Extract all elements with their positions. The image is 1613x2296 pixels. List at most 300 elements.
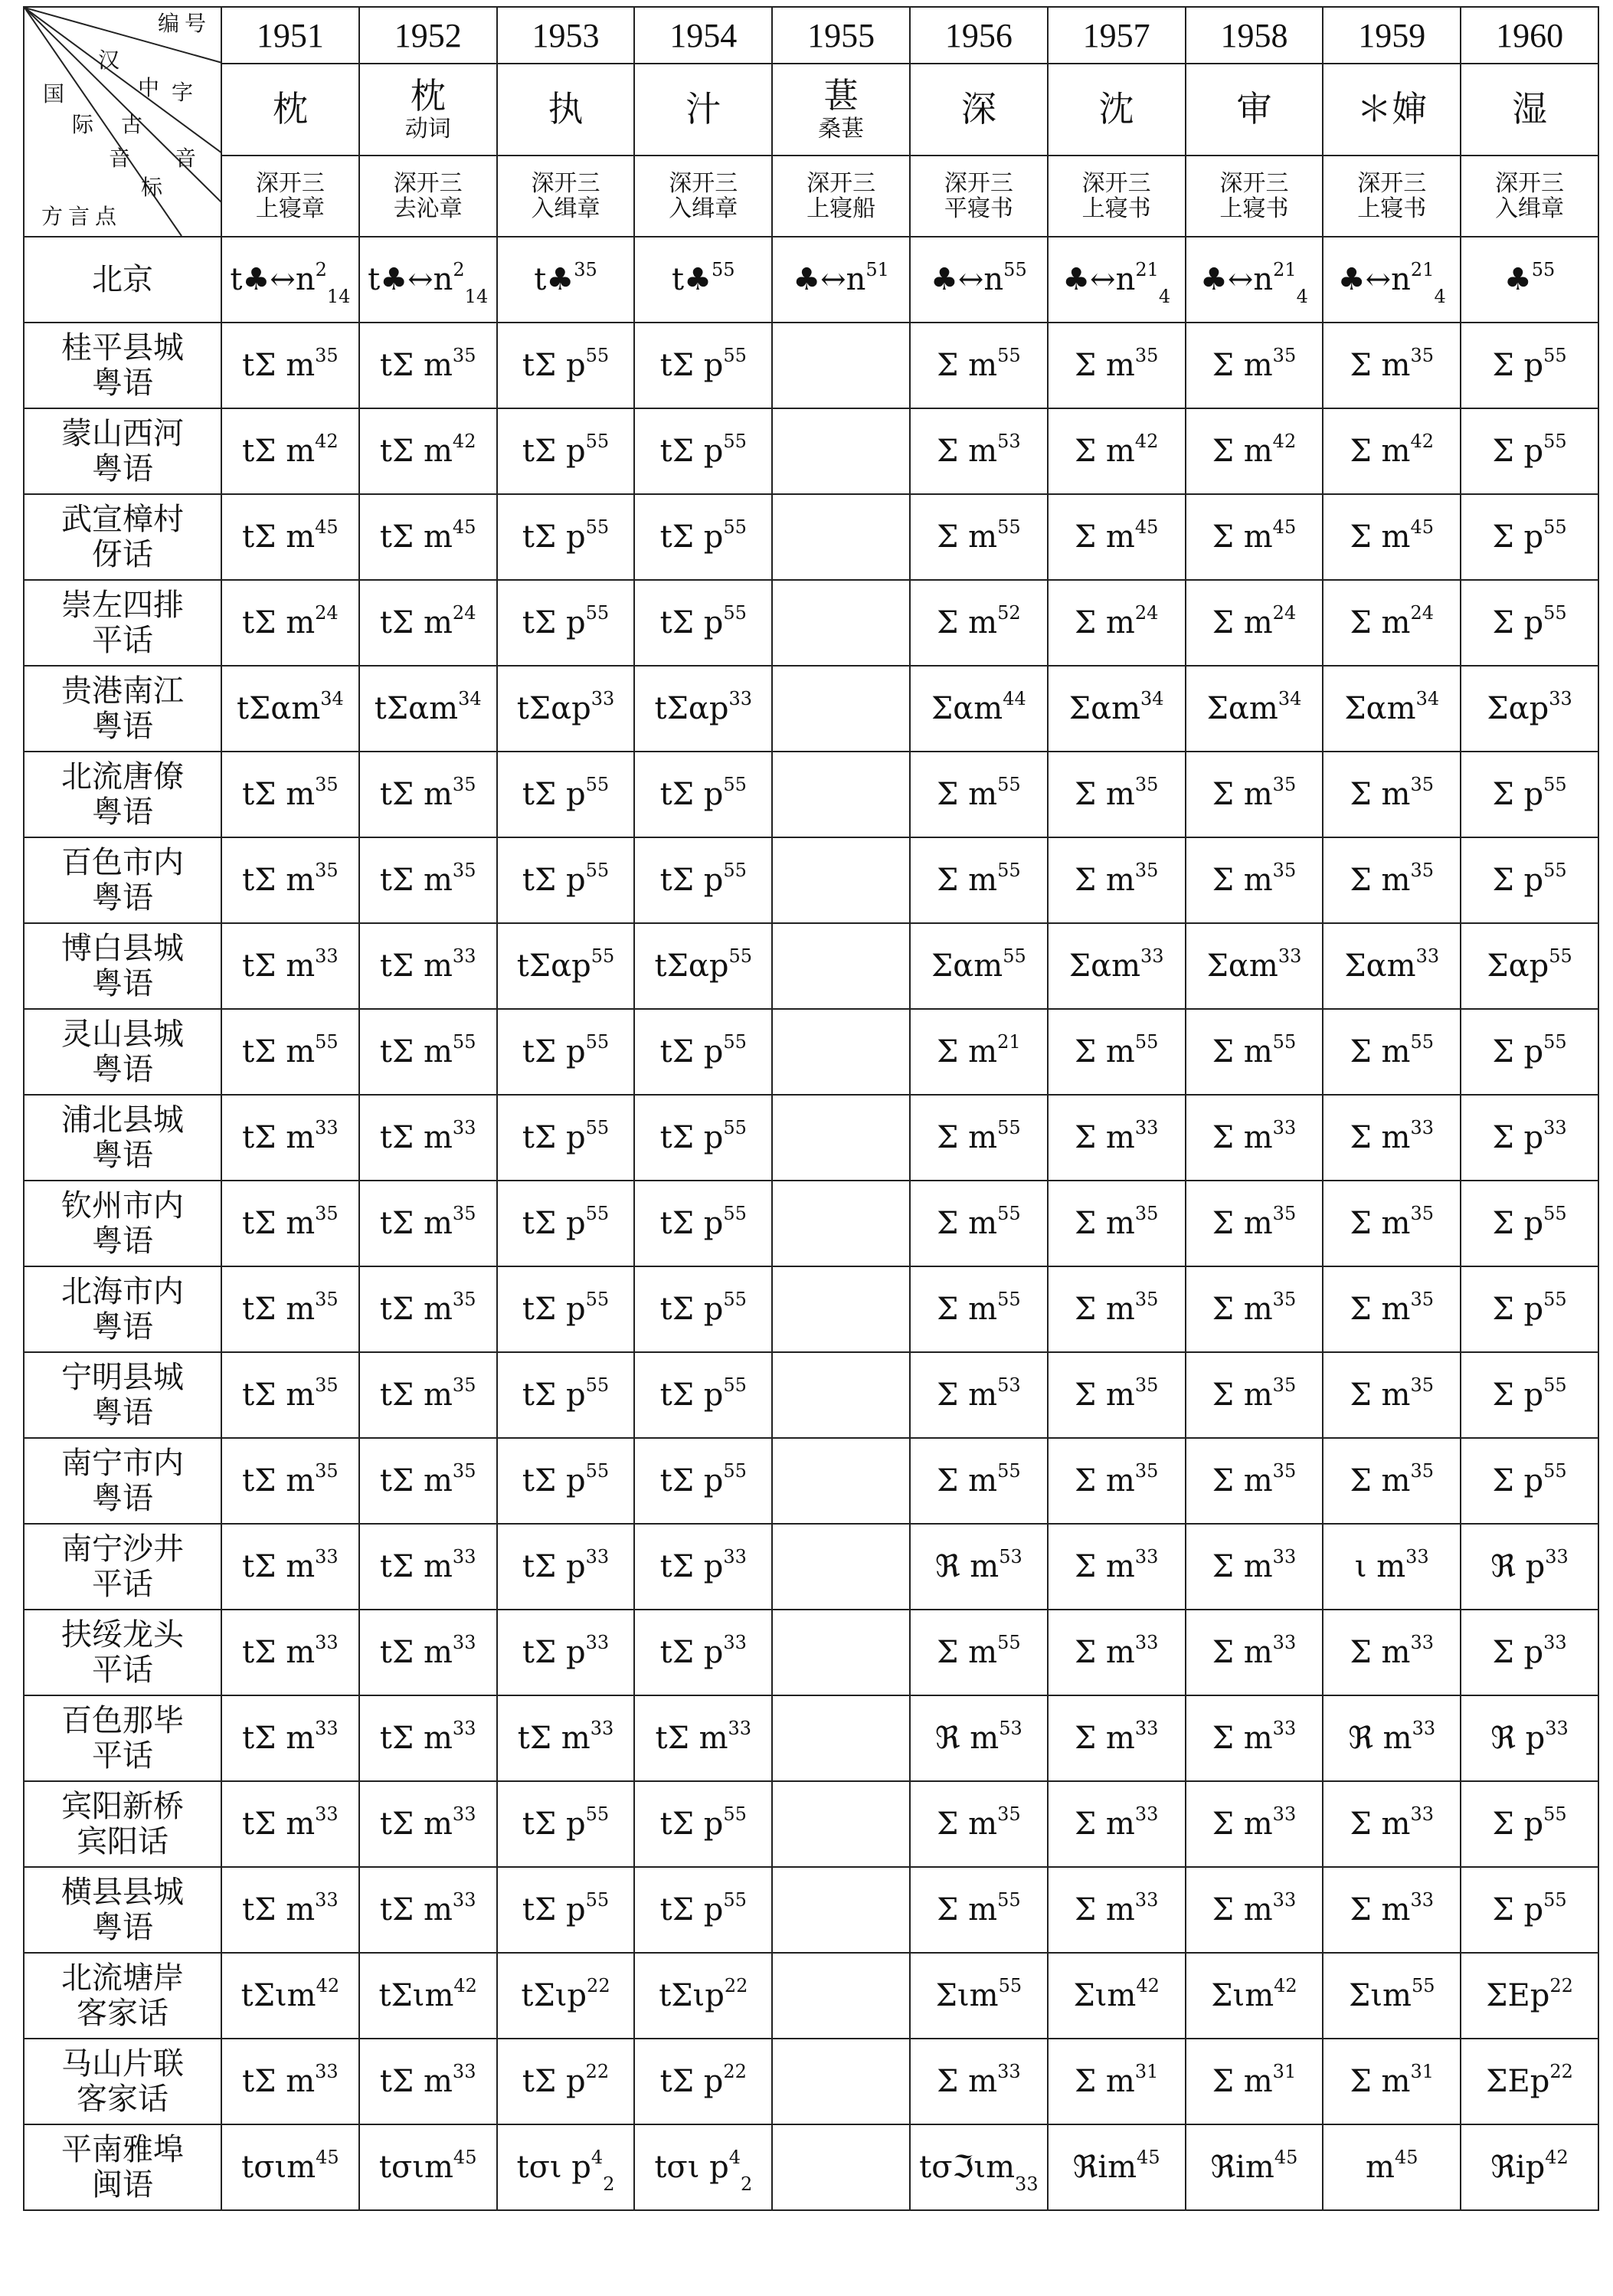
dialect-type: 客家话 bbox=[77, 2081, 168, 2116]
column-character bbox=[1323, 64, 1461, 156]
ipa-tone: 22 bbox=[1549, 2061, 1573, 2082]
ipa-base: tΣ m bbox=[379, 1377, 453, 1413]
ipa-tone: 35 bbox=[1272, 1460, 1297, 1482]
ipa-tone: 33 bbox=[315, 1117, 339, 1138]
ipa-tone: 33 bbox=[1410, 1889, 1435, 1911]
reading-cell bbox=[1048, 837, 1186, 923]
ipa-transcription bbox=[1199, 259, 1308, 307]
ipa-transcription bbox=[379, 1632, 476, 1670]
dialect-row bbox=[24, 1266, 1598, 1352]
reading-cell bbox=[1323, 923, 1461, 1009]
ipa-tone: 4 bbox=[591, 2147, 604, 2168]
ipa-tone: 24 bbox=[1134, 602, 1159, 624]
ipa-tone: 45 bbox=[315, 516, 339, 538]
reading-cell bbox=[634, 2039, 772, 2124]
ipa-base: Σ m bbox=[937, 1806, 998, 1842]
ipa-base: Σ p bbox=[1492, 1463, 1544, 1498]
reading-cell bbox=[910, 1266, 1048, 1352]
ipa-transcription bbox=[1350, 1632, 1435, 1670]
dialect-place bbox=[24, 923, 221, 1009]
ipa-base: Σ m bbox=[1350, 1120, 1411, 1155]
dialect-row bbox=[24, 1352, 1598, 1438]
ipa-tone: 33 bbox=[1272, 1803, 1297, 1825]
ipa-base: Σαm bbox=[1068, 691, 1141, 726]
ipa-transcription bbox=[654, 688, 753, 726]
reading-cell bbox=[221, 1867, 359, 1953]
ipa-tone: 35 bbox=[452, 1374, 476, 1396]
ipa-base: Σ m bbox=[937, 1120, 998, 1155]
ipa-base: Σ m bbox=[1074, 1292, 1135, 1327]
reading-cell bbox=[772, 408, 910, 494]
reading-cell bbox=[772, 1781, 910, 1867]
dialect-type: 粤语 bbox=[92, 1309, 153, 1344]
column-number: 1952 bbox=[359, 7, 497, 64]
reading-cell bbox=[497, 1181, 635, 1266]
reading-cell bbox=[634, 1524, 772, 1610]
dialect-row bbox=[24, 1695, 1598, 1781]
ipa-base: Σ m bbox=[1212, 1463, 1273, 1498]
ipa-base: ♣↔n bbox=[793, 262, 866, 297]
ipa-transcription bbox=[1074, 1203, 1159, 1241]
ipa-tone: 33 bbox=[723, 1632, 747, 1653]
ipa-transcription bbox=[1350, 431, 1435, 469]
ipa-base: Σ m bbox=[1212, 863, 1273, 898]
place-name: 武宣樟村 bbox=[61, 502, 184, 536]
reading-cell bbox=[221, 666, 359, 752]
mc-line-1: 深开三 bbox=[806, 171, 876, 196]
ipa-transcription bbox=[937, 774, 1021, 812]
ipa-tone: 55 bbox=[711, 259, 735, 280]
ipa-base: Σ p bbox=[1492, 863, 1544, 898]
reading-cell bbox=[1323, 1524, 1461, 1610]
ipa-tone: 45 bbox=[1272, 516, 1297, 538]
ipa-tone: 33 bbox=[591, 688, 615, 709]
ipa-tone: 35 bbox=[315, 1460, 339, 1482]
column-character bbox=[1186, 64, 1323, 156]
ipa-tone: 53 bbox=[999, 1546, 1022, 1567]
ipa-transcription bbox=[522, 1803, 610, 1842]
ipa-transcription bbox=[1212, 1031, 1297, 1069]
ipa-transcription bbox=[521, 1975, 610, 2013]
ipa-base: Σ m bbox=[937, 1463, 998, 1498]
reading-cell bbox=[1461, 1867, 1598, 1953]
ipa-tone: 45 bbox=[316, 2147, 339, 2168]
dialect-row bbox=[24, 837, 1598, 923]
ipa-base: Σ m bbox=[1074, 1377, 1135, 1413]
middle-chinese-category bbox=[1048, 156, 1186, 237]
ipa-base: Σ m bbox=[1350, 1377, 1411, 1413]
reading-cell bbox=[772, 323, 910, 408]
ipa-transcription bbox=[378, 2147, 477, 2185]
reading-cell bbox=[221, 1009, 359, 1095]
ipa-tone: 45 bbox=[1394, 2147, 1418, 2168]
ipa-transcription bbox=[1212, 1546, 1297, 1584]
ipa-transcription bbox=[1490, 1718, 1569, 1756]
ipa-base: Σ m bbox=[1212, 2064, 1273, 2099]
reading-cell bbox=[1323, 2124, 1461, 2210]
ipa-tone: 33 bbox=[585, 1546, 610, 1567]
place-name: 平南雅埠 bbox=[61, 2132, 184, 2167]
ipa-tone: 33 bbox=[997, 2061, 1021, 2082]
ipa-base: Σ m bbox=[1074, 1806, 1135, 1842]
reading-cell bbox=[1323, 580, 1461, 666]
ipa-base: tΣ m bbox=[655, 1721, 728, 1756]
ipa-transcription bbox=[1348, 1718, 1436, 1756]
ipa-transcription bbox=[937, 1117, 1021, 1155]
dialect-place bbox=[24, 2124, 221, 2210]
ipa-transcription bbox=[1206, 688, 1302, 726]
ipa-tone: 33 bbox=[1140, 945, 1164, 967]
reading-cell bbox=[1048, 1095, 1186, 1181]
ipa-base: Σ m bbox=[937, 1206, 998, 1241]
ipa-transcription bbox=[659, 1203, 747, 1241]
reading-cell bbox=[910, 237, 1048, 323]
reading-cell bbox=[910, 666, 1048, 752]
ipa-transcription bbox=[242, 345, 339, 383]
ipa-tone: 35 bbox=[1272, 345, 1297, 366]
ipa-tone: 35 bbox=[315, 860, 339, 881]
ipa-transcription bbox=[937, 431, 1021, 469]
reading-cell bbox=[1461, 1352, 1598, 1438]
han-character: 汁 bbox=[685, 89, 721, 129]
ipa-transcription bbox=[241, 2147, 339, 2185]
reading-cell bbox=[634, 1695, 772, 1781]
ipa-base: Σαm bbox=[1344, 691, 1416, 726]
reading-cell bbox=[1048, 752, 1186, 837]
ipa-transcription bbox=[1492, 345, 1567, 383]
ipa-transcription bbox=[1212, 860, 1297, 898]
middle-chinese-category bbox=[1461, 156, 1598, 237]
reading-cell bbox=[1186, 1266, 1323, 1352]
ipa-transcription bbox=[1492, 602, 1567, 640]
reading-cell bbox=[359, 1695, 497, 1781]
ipa-base: Σ m bbox=[1350, 863, 1411, 898]
ipa-transcription bbox=[937, 860, 1021, 898]
dialect-type: 粤语 bbox=[92, 1138, 153, 1172]
ipa-tone: 35 bbox=[1410, 860, 1435, 881]
ipa-tone: 42 bbox=[1545, 2147, 1569, 2168]
ipa-tone: 33 bbox=[1412, 1718, 1436, 1739]
place-name: 蒙山西河 bbox=[61, 416, 184, 450]
ipa-transcription bbox=[1492, 1117, 1567, 1155]
ipa-tone: 33 bbox=[723, 1546, 747, 1567]
dialect-row bbox=[24, 1781, 1598, 1867]
reading-cell bbox=[1461, 1953, 1598, 2039]
ipa-transcription bbox=[1212, 774, 1297, 812]
place-name: 贵港南江 bbox=[61, 673, 184, 708]
reading-cell bbox=[910, 2039, 1048, 2124]
ipa-tone: 55 bbox=[997, 345, 1021, 366]
place-name: 南宁市内 bbox=[61, 1446, 184, 1480]
reading-cell bbox=[359, 2124, 497, 2210]
ipa-transcription bbox=[379, 1803, 476, 1842]
corner-label-zi: 字 bbox=[172, 81, 194, 105]
ipa-base: tΣ p bbox=[522, 1549, 586, 1584]
ipa-base: Σ m bbox=[937, 1377, 998, 1413]
ipa-base: tΣ p bbox=[659, 1292, 724, 1327]
ipa-transcription bbox=[1074, 1031, 1159, 1069]
ipa-base: tΣ p bbox=[522, 863, 586, 898]
dialect-place bbox=[24, 2039, 221, 2124]
dialect-place bbox=[24, 837, 221, 923]
reading-cell bbox=[910, 1009, 1048, 1095]
ipa-transcription bbox=[1074, 1117, 1159, 1155]
ipa-base: tΣ p bbox=[522, 1120, 586, 1155]
ipa-base: Σ m bbox=[1074, 2064, 1135, 2099]
ipa-base: ♣↔n bbox=[931, 262, 1004, 297]
ipa-transcription bbox=[1212, 1460, 1297, 1498]
reading-cell bbox=[1048, 1009, 1186, 1095]
ipa-transcription bbox=[379, 602, 476, 640]
ipa-tone: 21 bbox=[1135, 259, 1159, 280]
reading-cell bbox=[1048, 237, 1186, 323]
ipa-tone: 33 bbox=[452, 1803, 476, 1825]
reading-cell bbox=[359, 752, 497, 837]
reading-cell bbox=[910, 1610, 1048, 1695]
ipa-base: tΣ m bbox=[379, 1721, 453, 1756]
reading-cell bbox=[634, 923, 772, 1009]
ipa-base: Σαm bbox=[1344, 948, 1416, 984]
ipa-tone: 33 bbox=[1415, 945, 1440, 967]
ipa-transcription bbox=[1072, 2147, 1160, 2185]
ipa-transcription bbox=[379, 1889, 476, 1928]
ipa-tone: 35 bbox=[1410, 1374, 1435, 1396]
ipa-transcription bbox=[1074, 345, 1159, 383]
ipa-tone: 45 bbox=[1137, 2147, 1160, 2168]
reading-cell bbox=[1186, 1438, 1323, 1524]
ipa-base: Σ m bbox=[1350, 1892, 1411, 1928]
ipa-transcription bbox=[919, 2150, 1039, 2195]
ipa-transcription bbox=[379, 345, 476, 383]
column-number: 1959 bbox=[1323, 7, 1461, 64]
ipa-tone: 55 bbox=[1543, 1374, 1567, 1396]
place-name: 百色市内 bbox=[61, 845, 184, 879]
ipa-base: tσι p bbox=[654, 2150, 729, 2185]
ipa-sub: 4 bbox=[1158, 285, 1171, 307]
dialect-type: 闽语 bbox=[92, 2167, 153, 2202]
han-character: 枕 bbox=[272, 89, 308, 129]
ipa-transcription bbox=[522, 1117, 610, 1155]
ipa-transcription bbox=[522, 516, 610, 555]
ipa-transcription bbox=[659, 2061, 747, 2099]
reading-cell bbox=[1461, 837, 1598, 923]
ipa-tone: 35 bbox=[1410, 1460, 1435, 1482]
ipa-transcription bbox=[1492, 1203, 1567, 1241]
ipa-tone: 55 bbox=[1543, 431, 1567, 452]
ipa-transcription bbox=[242, 2061, 339, 2099]
ipa-base: Σ m bbox=[1074, 605, 1135, 640]
ipa-transcription bbox=[1074, 431, 1159, 469]
ipa-tone: 42 bbox=[315, 431, 339, 452]
dialect-place bbox=[24, 323, 221, 408]
ipa-base: Σ m bbox=[937, 1034, 998, 1069]
dialect-type: 客家话 bbox=[77, 1996, 168, 2030]
ipa-base: Σ p bbox=[1492, 1806, 1544, 1842]
ipa-tone: 24 bbox=[452, 602, 476, 624]
ipa-transcription bbox=[1350, 1803, 1435, 1842]
ipa-transcription bbox=[1062, 259, 1171, 307]
reading-cell bbox=[221, 1438, 359, 1524]
reading-cell bbox=[1048, 580, 1186, 666]
ipa-base: tΣιp bbox=[659, 1978, 725, 2013]
ipa-transcription bbox=[1349, 1975, 1435, 2013]
reading-cell bbox=[359, 408, 497, 494]
reading-cell bbox=[359, 837, 497, 923]
ipa-tone: 45 bbox=[1134, 516, 1159, 538]
ipa-tone: 55 bbox=[585, 345, 610, 366]
ipa-tone: 35 bbox=[452, 1203, 476, 1224]
corner-label-han: 汉 bbox=[98, 49, 120, 73]
corner-label-bianhao: 编 号 bbox=[158, 12, 207, 36]
column-character bbox=[1048, 64, 1186, 156]
ipa-tone: 21 bbox=[997, 1031, 1021, 1053]
ipa-tone: 55 bbox=[997, 774, 1021, 795]
ipa-base: Σιm bbox=[935, 1978, 999, 2013]
ipa-transcription bbox=[1490, 2147, 1569, 2185]
ipa-tone: 55 bbox=[998, 1975, 1022, 1996]
reading-cell bbox=[634, 1181, 772, 1266]
ipa-transcription bbox=[1212, 345, 1297, 383]
ipa-transcription bbox=[1344, 945, 1440, 984]
ipa-tone: 24 bbox=[1410, 602, 1435, 624]
header-row-numbers bbox=[24, 7, 1598, 64]
ipa-base: tΣ p bbox=[659, 605, 724, 640]
ipa-base: tΣ m bbox=[379, 1806, 453, 1842]
ipa-base: tΣ m bbox=[379, 434, 453, 469]
dialect-place bbox=[24, 1867, 221, 1953]
reading-cell bbox=[1186, 2039, 1323, 2124]
reading-cell bbox=[1186, 666, 1323, 752]
reading-cell bbox=[1323, 1009, 1461, 1095]
ipa-base: Σαm bbox=[1068, 948, 1141, 984]
ipa-base: tΣ m bbox=[242, 434, 316, 469]
ipa-transcription bbox=[522, 431, 610, 469]
reading-cell bbox=[1461, 666, 1598, 752]
ipa-tone: 55 bbox=[723, 860, 747, 881]
mc-line-1: 深开三 bbox=[1219, 171, 1289, 196]
middle-chinese-category bbox=[221, 156, 359, 237]
reading-cell bbox=[1323, 1095, 1461, 1181]
corner-label-yin1: 音 bbox=[109, 147, 131, 171]
ipa-transcription bbox=[1350, 1117, 1435, 1155]
place-name: 扶绥龙头 bbox=[61, 1617, 184, 1652]
ipa-base: tΣ m bbox=[242, 1463, 316, 1498]
ipa-transcription bbox=[659, 1546, 747, 1584]
ipa-base: Σ m bbox=[1212, 1635, 1273, 1670]
reading-cell bbox=[772, 1266, 910, 1352]
ipa-transcription bbox=[522, 2061, 610, 2099]
ipa-base: Σ m bbox=[1074, 348, 1135, 383]
column-number: 1958 bbox=[1186, 7, 1323, 64]
ipa-tone: 55 bbox=[723, 774, 747, 795]
place-name: 北流唐僚 bbox=[61, 759, 184, 794]
ipa-tone: 55 bbox=[1543, 1460, 1567, 1482]
ipa-tone: 34 bbox=[1140, 688, 1164, 709]
reading-cell bbox=[221, 2039, 359, 2124]
ipa-tone: 35 bbox=[452, 774, 476, 795]
ipa-transcription bbox=[1350, 1889, 1435, 1928]
ipa-tone: 33 bbox=[315, 2061, 339, 2082]
ipa-tone: 35 bbox=[1134, 1374, 1159, 1396]
ipa-tone: 33 bbox=[452, 945, 476, 967]
ipa-tone: 33 bbox=[1134, 1117, 1159, 1138]
ipa-base: Σ m bbox=[1212, 1806, 1273, 1842]
reading-cell bbox=[1048, 2124, 1186, 2210]
dialect-row bbox=[24, 666, 1598, 752]
ipa-transcription bbox=[1212, 1718, 1297, 1756]
header-row-middle-chinese bbox=[24, 156, 1598, 237]
reading-cell bbox=[359, 1610, 497, 1695]
ipa-tone: 55 bbox=[1543, 602, 1567, 624]
ipa-tone: 55 bbox=[723, 1117, 747, 1138]
ipa-tone: 55 bbox=[1543, 1889, 1567, 1911]
ipa-transcription bbox=[1492, 774, 1567, 812]
ipa-tone: 33 bbox=[1278, 945, 1302, 967]
ipa-transcription bbox=[368, 259, 489, 307]
ipa-tone: 33 bbox=[1272, 1117, 1297, 1138]
reading-cell bbox=[634, 752, 772, 837]
reading-cell bbox=[1461, 494, 1598, 580]
reading-cell bbox=[497, 1781, 635, 1867]
ipa-transcription bbox=[242, 516, 339, 555]
ipa-transcription bbox=[1074, 1289, 1159, 1327]
reading-cell bbox=[1461, 2039, 1598, 2124]
reading-cell bbox=[221, 1695, 359, 1781]
han-character: 湿 bbox=[1512, 89, 1548, 129]
ipa-transcription bbox=[659, 345, 747, 383]
ipa-base: Σ p bbox=[1492, 1892, 1544, 1928]
ipa-transcription bbox=[1212, 1632, 1297, 1670]
ipa-base: tΣ p bbox=[522, 348, 586, 383]
ipa-base: tΣαp bbox=[516, 948, 591, 984]
ipa-transcription bbox=[242, 774, 339, 812]
ipa-tone: 33 bbox=[315, 1718, 339, 1739]
ipa-base: tΣ m bbox=[242, 863, 316, 898]
dialect-type: 粤语 bbox=[92, 451, 153, 486]
middle-chinese-category bbox=[772, 156, 910, 237]
reading-cell bbox=[910, 580, 1048, 666]
ipa-transcription bbox=[659, 1460, 747, 1498]
dialect-place bbox=[24, 1352, 221, 1438]
middle-chinese-category bbox=[634, 156, 772, 237]
reading-cell bbox=[497, 752, 635, 837]
ipa-base: tΣ p bbox=[659, 1206, 724, 1241]
ipa-tone: 4 bbox=[728, 2147, 741, 2168]
ipa-transcription bbox=[522, 1289, 610, 1327]
ipa-tone: 35 bbox=[1410, 1289, 1435, 1310]
ipa-base: tΣ p bbox=[659, 777, 724, 812]
ipa-tone: 35 bbox=[315, 1374, 339, 1396]
ipa-transcription bbox=[937, 1289, 1021, 1327]
reading-cell bbox=[772, 1695, 910, 1781]
ipa-base: Σ m bbox=[937, 1635, 998, 1670]
ipa-tone: 31 bbox=[1410, 2061, 1435, 2082]
ipa-tone: 52 bbox=[997, 602, 1021, 624]
ipa-base: Σ m bbox=[1350, 1206, 1411, 1241]
ipa-transcription bbox=[1074, 1546, 1159, 1584]
ipa-tone: 33 bbox=[1410, 1117, 1435, 1138]
ipa-transcription bbox=[522, 1460, 610, 1498]
ipa-tone: 45 bbox=[1410, 516, 1435, 538]
ipa-transcription bbox=[1492, 1374, 1567, 1413]
ipa-transcription bbox=[522, 860, 610, 898]
ipa-transcription bbox=[1212, 2061, 1297, 2099]
ipa-base: ΣEp bbox=[1486, 1978, 1550, 2013]
reading-cell bbox=[1186, 752, 1323, 837]
ipa-transcription bbox=[1074, 1632, 1159, 1670]
reading-cell bbox=[772, 1867, 910, 1953]
ipa-transcription bbox=[1487, 945, 1572, 984]
